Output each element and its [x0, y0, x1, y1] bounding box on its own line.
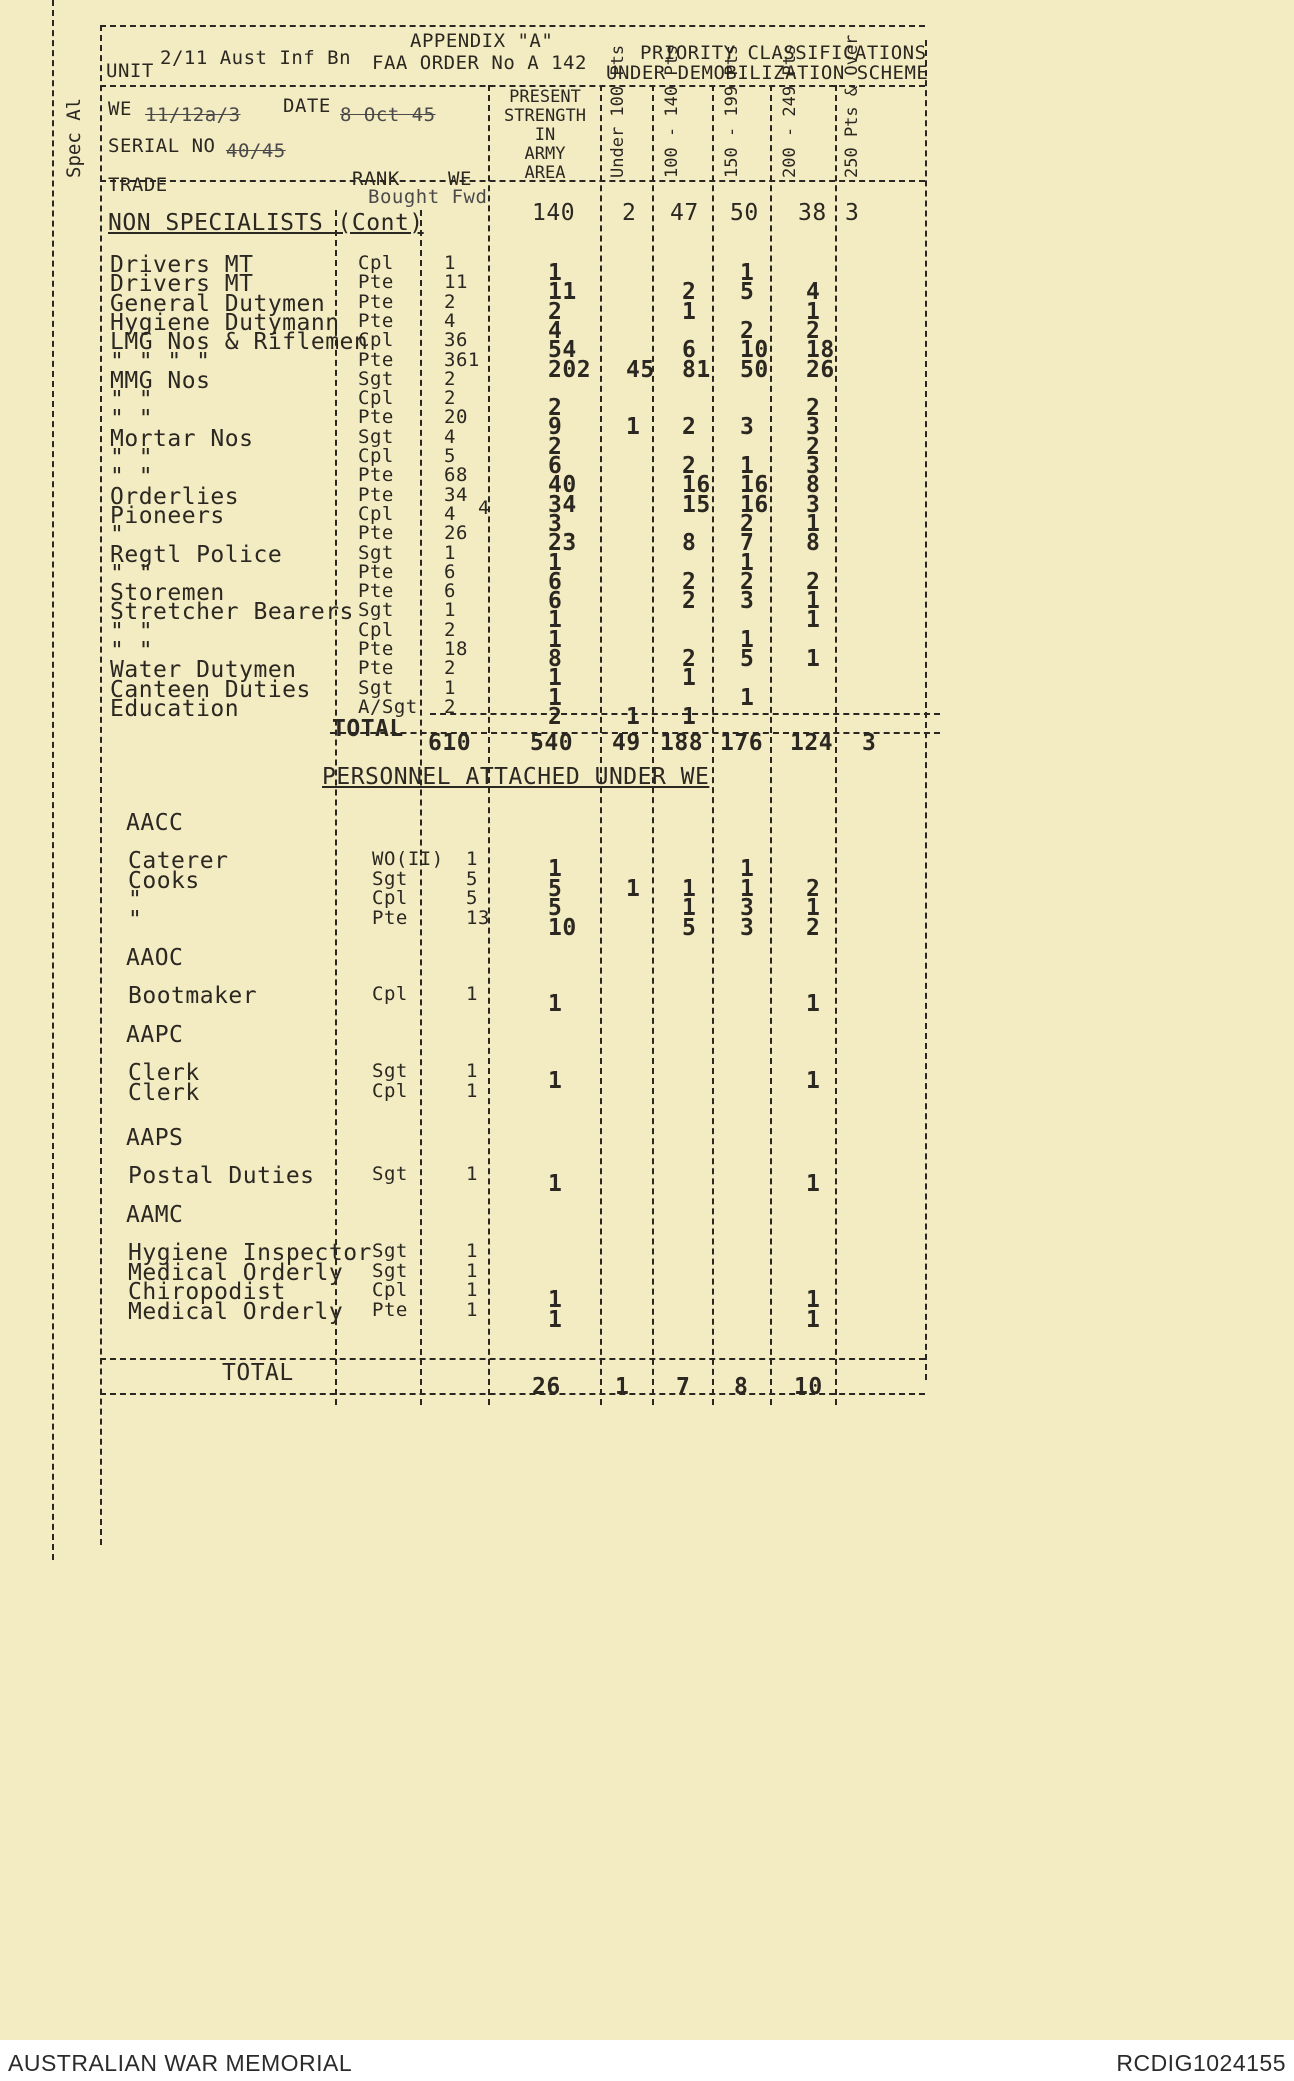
- rule-top: [100, 25, 925, 27]
- col-150-199-header: 150 - 199 Pts: [722, 44, 742, 178]
- we-value: 11/12a/3: [145, 104, 241, 126]
- serial-label: SERIAL NO: [108, 135, 216, 157]
- rank-cell: Pte: [358, 580, 394, 603]
- trade-cell: Drivers MT: [110, 271, 254, 298]
- appendix-title: APPENDIX "A": [410, 30, 554, 52]
- rank-cell: Pte: [358, 309, 394, 332]
- c3-cell: 2: [682, 646, 697, 672]
- priority-title-1: PRIORITY CLASSIFICATIONS: [640, 42, 927, 64]
- we-cell: 2: [444, 290, 456, 313]
- total2-200-249: 10: [794, 1374, 823, 1400]
- group-heading: AAOC: [126, 945, 184, 971]
- strength-cell: 4: [548, 317, 563, 344]
- total1-100-140: 188: [660, 730, 704, 756]
- rank-header: RANK: [352, 168, 400, 190]
- trade-cell: Water Dutymen: [110, 657, 297, 684]
- c4-cell: 1: [740, 260, 755, 286]
- c4-cell: 1: [740, 684, 755, 711]
- rank-cell: Sgt: [358, 676, 394, 699]
- strength-cell: 5: [548, 875, 563, 902]
- rank-cell: Cpl: [358, 329, 394, 352]
- side-tag: Spec Al: [63, 97, 85, 178]
- c5-cell: 2: [806, 395, 821, 422]
- trade-cell: Bootmaker: [128, 983, 258, 1009]
- strength-cell: 10: [548, 914, 577, 941]
- we-label: WE: [108, 98, 132, 120]
- we-cell: 1: [466, 1259, 478, 1282]
- c5-cell: 1: [806, 895, 821, 921]
- total1-150-199: 176: [720, 730, 764, 756]
- trade-cell: General Dutymen: [110, 290, 326, 317]
- trade-cell: ": [128, 887, 143, 913]
- trade-cell: Regtl Police: [110, 541, 283, 568]
- c2-cell: 1: [626, 414, 641, 441]
- strength-cell: 1: [548, 1287, 563, 1313]
- rank-cell: Cpl: [358, 618, 394, 641]
- trade-cell: Storemen: [110, 580, 225, 607]
- rank-cell: Pte: [358, 522, 394, 545]
- c4-cell: 3: [740, 895, 755, 921]
- we-cell: 1: [466, 1298, 478, 1321]
- strength-cell: 1: [548, 665, 563, 692]
- total1-200-249: 124: [790, 730, 834, 756]
- date-value: 8 Oct 45: [340, 104, 436, 126]
- c4-cell: 10: [740, 337, 769, 364]
- c3-cell: 81: [682, 356, 711, 383]
- rank-cell: Cpl: [358, 502, 394, 525]
- we-cell: 18: [444, 638, 468, 660]
- group-heading: AAPC: [126, 1022, 184, 1048]
- present-strength-line-1: PRESENT: [509, 87, 581, 107]
- we-cell: 1: [466, 1163, 478, 1185]
- c4-cell: 5: [740, 279, 755, 306]
- strength-cell: 5: [548, 895, 563, 921]
- rule-rank-left: [335, 210, 337, 1405]
- strength-cell: 11: [548, 279, 577, 306]
- we-cell: 2: [444, 618, 456, 641]
- c5-cell: 3: [806, 414, 821, 441]
- c2-cell: 1: [626, 703, 641, 730]
- rank-cell: Cpl: [372, 1279, 408, 1301]
- rank-cell: Pte: [358, 271, 394, 294]
- unit-label: UNIT: [106, 60, 154, 82]
- c5-cell: 3: [806, 491, 821, 518]
- we-cell: 2: [444, 367, 456, 390]
- trade-cell: Education: [110, 695, 240, 722]
- rule-right-edge: [925, 40, 927, 1380]
- we-cell: 6: [444, 560, 456, 583]
- trade-cell: ": [128, 906, 143, 933]
- section-title: NON SPECIALISTS (Cont): [108, 210, 424, 236]
- total1-strength: 540: [530, 730, 574, 756]
- c5-cell: 1: [806, 510, 821, 537]
- date-label: DATE: [283, 95, 331, 117]
- rule-100-140-left: [652, 85, 654, 1405]
- rank-cell: Sgt: [372, 867, 408, 890]
- trade-cell: MMG Nos: [110, 367, 211, 394]
- total2-100-140: 7: [676, 1374, 691, 1400]
- we-cell: 4: [444, 425, 456, 448]
- trade-cell: Mortar Nos: [110, 425, 254, 452]
- present-strength-line-5: AREA: [524, 163, 566, 183]
- c5-cell: 3: [806, 453, 821, 479]
- we-cell: 26: [444, 522, 468, 545]
- c5-cell: 1: [806, 646, 821, 672]
- present-strength-line-2: STRENGTH: [504, 106, 586, 126]
- we-cell: 1: [466, 848, 478, 870]
- c5-cell: 2: [806, 568, 821, 595]
- rule-200-249-left: [770, 85, 772, 1405]
- we-cell: 1: [444, 541, 456, 564]
- rule-strength-left: [488, 85, 490, 1405]
- c4-cell: 1: [740, 875, 755, 902]
- present-strength-header: [492, 88, 598, 183]
- rank-cell: Sgt: [358, 599, 394, 622]
- we-cell: 6: [444, 580, 456, 603]
- rank-cell: Sgt: [372, 1259, 408, 1282]
- c5-cell: 1: [806, 1171, 821, 1197]
- brought-fwd-150-199: 50: [730, 200, 759, 226]
- rank-cell: Sgt: [358, 367, 394, 390]
- total1-we: 610: [428, 730, 472, 756]
- col-100-140-header: 100 - 140 Pts: [662, 44, 682, 178]
- strength-cell: 1: [548, 626, 563, 653]
- strength-cell: 1: [548, 260, 563, 286]
- c5-cell: 8: [806, 472, 821, 499]
- trade-cell: Postal Duties: [128, 1163, 315, 1189]
- rule-250-over-left: [835, 85, 837, 1405]
- present-strength-line-3: IN: [534, 125, 556, 145]
- trade-cell: Canteen Duties: [110, 676, 311, 703]
- archive-caption-left: AUSTRALIAN WAR MEMORIAL: [8, 2050, 353, 2076]
- we-cell: 13: [466, 906, 490, 929]
- c5-cell: 1: [806, 991, 821, 1017]
- c5-cell: 26: [806, 356, 835, 383]
- c4-cell: 16: [740, 472, 769, 499]
- we-cell: 2: [444, 387, 456, 410]
- we-cell: 1: [466, 1060, 478, 1082]
- c2-cell: 1: [626, 875, 641, 902]
- archive-caption-right: RCDIG1024155: [1116, 2050, 1286, 2076]
- we-cell: 1: [444, 252, 456, 274]
- trade-cell: " ": [110, 445, 154, 471]
- c3-cell: 2: [682, 588, 697, 615]
- rank-cell: WO(II): [372, 848, 444, 870]
- c3-cell: 2: [682, 453, 697, 479]
- total2-strength: 26: [532, 1374, 561, 1400]
- we-cell: 68: [444, 464, 468, 487]
- rank-cell: Pte: [358, 560, 394, 583]
- rank-cell: Sgt: [358, 541, 394, 564]
- rule-trade-left: [100, 25, 102, 1545]
- rank-cell: Cpl: [358, 252, 394, 274]
- rank-cell: Sgt: [372, 1240, 408, 1262]
- rank-cell: Pte: [358, 348, 394, 371]
- total1-250-over: 3: [862, 730, 877, 756]
- strength-cell: 2: [548, 298, 563, 325]
- rank-cell: Pte: [372, 1298, 408, 1321]
- brought-fwd-250-over: 3: [845, 200, 860, 226]
- we-cell: 20: [444, 406, 468, 429]
- order-number: FAA ORDER No A 142: [372, 52, 587, 74]
- c4-cell: 2: [740, 510, 755, 537]
- c4-cell: 2: [740, 317, 755, 344]
- trade-cell: " ": [110, 464, 154, 491]
- rank-cell: Pte: [358, 464, 394, 487]
- c4-cell: 1: [740, 626, 755, 653]
- c5-cell: 1: [806, 298, 821, 325]
- strength-cell: 2: [548, 433, 563, 460]
- c4-cell: 1: [740, 549, 755, 576]
- rank-cell: Sgt: [372, 1060, 408, 1082]
- c3-cell: 8: [682, 530, 697, 557]
- c4-cell: 5: [740, 646, 755, 672]
- rank-cell: Cpl: [372, 887, 408, 909]
- we-cell: 1: [444, 599, 456, 622]
- we-cell: 34: [444, 483, 468, 506]
- we-cell: 1: [466, 983, 478, 1005]
- strength-cell: 2: [548, 395, 563, 422]
- c5-cell: 2: [806, 317, 821, 344]
- brought-fwd-strength: 140: [532, 200, 576, 226]
- rank-cell: Pte: [358, 483, 394, 506]
- c3-cell: 1: [682, 298, 697, 325]
- trade-cell: " ": [110, 618, 154, 645]
- serial-value: 40/45: [226, 140, 286, 162]
- c3-cell: 5: [682, 914, 697, 941]
- we-marginal-note: 4: [478, 497, 490, 519]
- we-cell: 5: [466, 867, 478, 890]
- col-under100-header: Under 100 Pts: [608, 44, 628, 178]
- c5-cell: 2: [806, 914, 821, 941]
- trade-cell: Caterer: [128, 848, 229, 874]
- c5-cell: 4: [806, 279, 821, 306]
- c4-cell: 3: [740, 414, 755, 441]
- strength-cell: 6: [548, 588, 563, 615]
- c4-cell: 1: [740, 856, 755, 882]
- total2-label: TOTAL: [222, 1360, 294, 1386]
- strength-cell: 8: [548, 646, 563, 672]
- c4-cell: 3: [740, 588, 755, 615]
- c5-cell: 1: [806, 588, 821, 615]
- attached-title: PERSONNEL ATTACHED UNDER WE: [322, 764, 710, 790]
- trade-cell: " ": [110, 560, 154, 587]
- c3-cell: 16: [682, 472, 711, 499]
- c5-cell: 2: [806, 875, 821, 902]
- c5-cell: 18: [806, 337, 835, 364]
- unit-value: 2/11 Aust Inf Bn: [160, 47, 352, 69]
- c4-cell: 7: [740, 530, 755, 557]
- c3-cell: 1: [682, 875, 697, 902]
- brought-fwd-100-140: 47: [670, 200, 699, 226]
- total2-150-199: 8: [734, 1374, 749, 1400]
- rank-cell: Pte: [358, 638, 394, 660]
- strength-cell: 1: [548, 991, 563, 1017]
- rule-left-margin: [52, 0, 54, 1560]
- rule-we-left: [420, 210, 422, 1405]
- trade-cell: Cooks: [128, 867, 200, 894]
- we-cell: 1: [444, 676, 456, 699]
- trade-cell: LMG Nos & Riflemen: [110, 329, 369, 356]
- c4-cell: 3: [740, 914, 755, 941]
- strength-cell: 34: [548, 491, 577, 518]
- rank-cell: Cpl: [372, 983, 408, 1005]
- strength-cell: 23: [548, 530, 577, 557]
- rank-cell: Pte: [358, 406, 394, 429]
- trade-cell: ": [110, 522, 125, 549]
- trade-cell: " ": [110, 406, 154, 433]
- rank-cell: Sgt: [372, 1163, 408, 1185]
- group-heading: AAMC: [126, 1202, 184, 1228]
- col-250-over-header: 250 Pts & Over: [842, 34, 862, 178]
- trade-cell: Medical Orderly: [128, 1259, 344, 1286]
- c3-cell: 1: [682, 703, 697, 730]
- brought-fwd-under100: 2: [622, 200, 637, 226]
- c4-cell: 16: [740, 491, 769, 518]
- c4-cell: 1: [740, 453, 755, 479]
- c3-cell: 2: [682, 568, 697, 595]
- rank-cell: A/Sgt: [358, 695, 418, 718]
- trade-cell: Hygiene Inspector: [128, 1240, 372, 1266]
- c4-cell: 2: [740, 568, 755, 595]
- strength-cell: 202: [548, 356, 592, 383]
- we-cell: 1: [466, 1279, 478, 1301]
- c3-cell: 6: [682, 337, 697, 364]
- trade-cell: " " " ": [110, 348, 211, 375]
- trade-cell: Medical Orderly: [128, 1298, 344, 1325]
- c5-cell: 1: [806, 1068, 821, 1094]
- we-cell: 5: [444, 445, 456, 467]
- rank-cell: Pte: [372, 906, 408, 929]
- we-cell: 4: [444, 502, 456, 525]
- strength-cell: 6: [548, 453, 563, 479]
- rank-cell: Cpl: [358, 387, 394, 410]
- strength-cell: 54: [548, 337, 577, 364]
- rule-150-199-left: [712, 85, 714, 1405]
- strength-cell: 1: [548, 1068, 563, 1094]
- we-cell: 1: [466, 1240, 478, 1262]
- trade-cell: " ": [110, 638, 154, 664]
- we-cell: 2: [444, 657, 456, 680]
- trade-cell: " ": [110, 387, 154, 414]
- strength-cell: 1: [548, 549, 563, 576]
- we-cell: 361: [444, 348, 480, 371]
- c5-cell: 2: [806, 433, 821, 460]
- c3-cell: 2: [682, 279, 697, 306]
- brought-fwd-label: Bought Fwd: [368, 186, 488, 208]
- we-column-header: WE: [448, 168, 472, 190]
- c5-cell: 1: [806, 607, 821, 634]
- rule-under100-left: [600, 85, 602, 1405]
- strength-cell: 2: [548, 703, 563, 730]
- strength-cell: 1: [548, 1306, 563, 1333]
- group-heading: AAPS: [126, 1125, 184, 1151]
- group-heading: AACC: [126, 810, 184, 836]
- strength-cell: 1: [548, 1171, 563, 1197]
- c2-cell: 45: [626, 356, 655, 383]
- we-cell: 11: [444, 271, 468, 294]
- trade-cell: Pioneers: [110, 502, 225, 529]
- c3-cell: 2: [682, 414, 697, 441]
- rank-cell: Pte: [358, 290, 394, 313]
- strength-cell: 1: [548, 684, 563, 711]
- c5-cell: 1: [806, 1287, 821, 1313]
- strength-cell: 40: [548, 472, 577, 499]
- trade-cell: Stretcher Bearers: [110, 599, 354, 626]
- strength-cell: 1: [548, 607, 563, 634]
- rank-cell: Cpl: [358, 445, 394, 467]
- strength-cell: 1: [548, 856, 563, 882]
- c5-cell: 8: [806, 530, 821, 557]
- rank-cell: Sgt: [358, 425, 394, 448]
- priority-title-2: UNDER DEMOBILIZATION SCHEME: [606, 62, 929, 84]
- we-cell: 4: [444, 309, 456, 332]
- strength-cell: 3: [548, 510, 563, 537]
- c4-cell: 50: [740, 356, 769, 383]
- trade-cell: Hygiene Dutymann: [110, 309, 340, 336]
- we-cell: 1: [466, 1079, 478, 1102]
- present-strength-line-4: ARMY: [524, 144, 566, 164]
- trade-cell: Chiropodist: [128, 1279, 286, 1305]
- total2-under100: 1: [615, 1374, 630, 1400]
- strength-cell: 9: [548, 414, 563, 441]
- c3-cell: 1: [682, 895, 697, 921]
- we-cell: 5: [466, 887, 478, 909]
- c5-cell: 1: [806, 1306, 821, 1333]
- rank-cell: Pte: [358, 657, 394, 680]
- trade-cell: Drivers MT: [110, 252, 254, 278]
- total1-label: TOTAL: [332, 716, 404, 742]
- trade-header: TRADE: [108, 174, 168, 196]
- strength-cell: 6: [548, 568, 563, 595]
- c3-cell: 1: [682, 665, 697, 692]
- trade-cell: Clerk: [128, 1079, 200, 1106]
- we-cell: 2: [444, 695, 456, 718]
- we-cell: 36: [444, 329, 468, 352]
- rank-cell: Cpl: [372, 1079, 408, 1102]
- col-200-249-header: 200 - 249 Pts: [780, 44, 800, 178]
- total1-under100: 49: [612, 730, 641, 756]
- c3-cell: 15: [682, 491, 711, 518]
- trade-cell: Orderlies: [110, 483, 240, 510]
- trade-cell: Clerk: [128, 1060, 200, 1086]
- brought-fwd-200-249: 38: [798, 200, 827, 226]
